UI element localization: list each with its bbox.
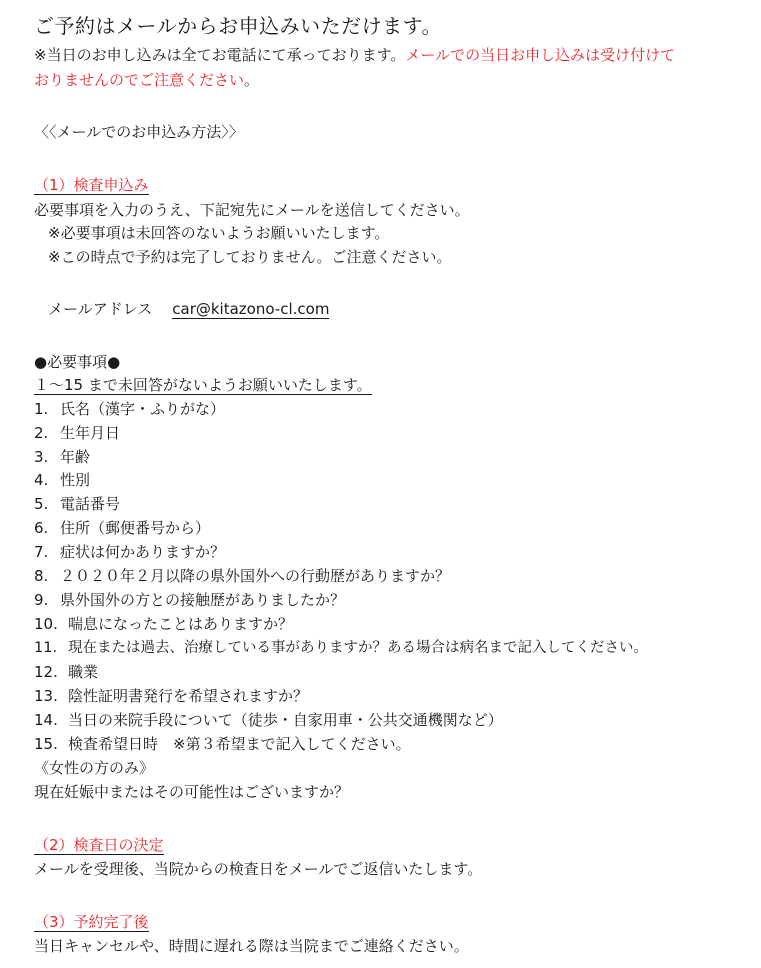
notice-line-1 [34, 44, 675, 66]
list-item-text: 年齢 [60, 448, 91, 466]
email-row [48, 298, 329, 320]
list-item [34, 541, 225, 563]
list-item-number: 15. [34, 735, 58, 753]
step2-heading [34, 834, 164, 856]
list-item-text: 陰性証明書発行を希望されますか？ [68, 687, 309, 705]
step3-heading [34, 911, 149, 933]
list-item-number: 13. [34, 687, 58, 705]
requirements-heading: ●必要事項● [34, 353, 121, 371]
list-item-text: ２０２０年２月以降の県外国外への行動歴がありますか？ [60, 567, 451, 585]
list-item [34, 565, 450, 587]
list-item [34, 733, 411, 755]
list-item [34, 661, 98, 683]
list-item-text: 職業 [68, 663, 99, 681]
list-item-number: 9. [34, 591, 49, 609]
women-only-heading: 《女性の方のみ》 [34, 759, 155, 777]
list-item-number: 12. [34, 663, 58, 681]
notice-phone-text: ※当日のお申し込みは全てお電話にて承っております。 [34, 46, 406, 64]
step3-heading-text: （3）予約完了後 [34, 913, 149, 931]
list-item-text: 性別 [60, 471, 91, 489]
list-item-text: 検査希望日時 ※第３希望まで記入してください。 [68, 735, 411, 753]
step2-text: メールを受理後、当院からの検査日をメールでご返信いたします。 [34, 860, 483, 878]
list-item [34, 446, 90, 468]
step1-instruction: 必要事項を入力のうえ、下記宛先にメールを送信してください。 [34, 201, 470, 219]
step1-heading [34, 174, 149, 196]
list-item-text: 生年月日 [60, 424, 121, 442]
step1-note-1: ※必要事項は未回答のないようお願いいたします。 [48, 224, 390, 242]
list-item-text: 現在または過去、治療している事がありますか？ある場合は病名まで記入してください。 [68, 640, 648, 656]
method-heading: 〈〈メールでのお申込み方法〉〉 [34, 123, 244, 141]
list-item-number: 11. [34, 640, 58, 656]
list-item-number: 14. [34, 711, 58, 729]
notice-warning-text-2: おりませんのでご注意ください [34, 71, 245, 89]
list-item-text: 当日の来院手段について（徒歩・自家用車・公共交通機関など） [68, 711, 503, 729]
email-label: メールアドレス [48, 300, 153, 318]
list-item-text: 電話番号 [60, 495, 121, 513]
list-item [34, 469, 90, 491]
list-item-text: 住所（郵便番号から） [60, 519, 211, 537]
list-item [34, 398, 225, 420]
list-item [34, 613, 293, 635]
step2-heading-text: （2）検査日の決定 [34, 836, 164, 854]
list-item-number: 3. [34, 448, 49, 466]
step3-text: 当日キャンセルや、時間に遅れる際は当院までご連絡ください。 [34, 937, 469, 955]
notice-warning-text-1: メールでの当日お申し込みは受け付けて [405, 46, 676, 64]
list-item-number: 5. [34, 495, 49, 513]
list-item [34, 637, 648, 659]
list-item-number: 6. [34, 519, 49, 537]
list-item-text: 喘息になったことはありますか？ [68, 615, 294, 633]
requirements-subheading-row [34, 374, 372, 396]
women-only-question: 現在妊娠中またはその可能性はございますか？ [34, 783, 350, 801]
list-item-number: 10. [34, 615, 58, 633]
notice-line-2 [34, 69, 259, 91]
list-item [34, 685, 308, 707]
page-title: ご予約はメールからお申込みいただけます。 [34, 14, 442, 38]
list-item [34, 517, 210, 539]
list-item-number: 2. [34, 424, 49, 442]
email-address-link[interactable]: car@kitazono-cl.com [172, 300, 330, 318]
list-item-number: 1. [34, 400, 49, 418]
requirements-subheading: １〜15 まで未回答がないようお願いいたします。 [34, 376, 372, 394]
list-item-text: 氏名（漢字・ふりがな） [60, 400, 226, 418]
list-item-number: 4. [34, 471, 49, 489]
list-item-number: 8. [34, 567, 49, 585]
step1-heading-text: （1）検査申込み [34, 176, 149, 194]
list-item-number: 7. [34, 543, 49, 561]
list-item [34, 709, 503, 731]
list-item [34, 493, 120, 515]
step1-note-2: ※この時点で予約は完了しておりません。ご注意ください。 [48, 248, 452, 266]
notice-period: 。 [244, 71, 260, 89]
list-item-text: 県外国外の方との接触歴がありましたか？ [60, 591, 346, 609]
list-item-text: 症状は何かありますか？ [60, 543, 226, 561]
list-item [34, 589, 345, 611]
list-item [34, 422, 120, 444]
